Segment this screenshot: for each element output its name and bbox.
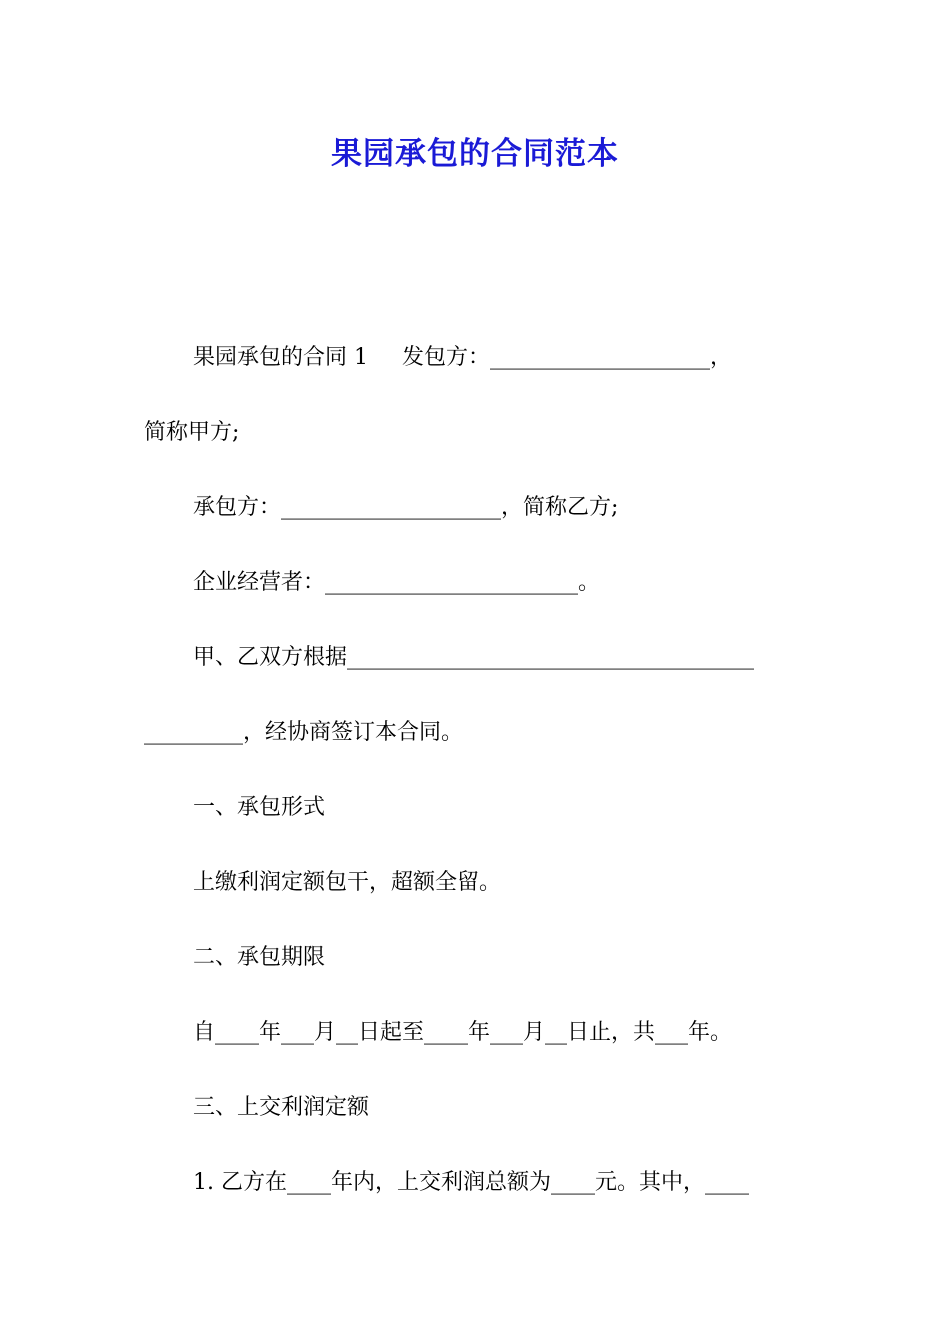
- section-heading-profit: 三、上交利润定额: [193, 1095, 370, 1120]
- paragraph-contractor: 承包方：____________________，简称乙方;: [193, 495, 619, 520]
- section-heading-term: 二、承包期限: [193, 945, 326, 970]
- issuer-field: 发包方：____________________，: [402, 345, 733, 370]
- paragraph-party-a-abbrev: 简称甲方;: [144, 420, 240, 445]
- paragraph-contract-header: [193, 343, 732, 373]
- section-heading-form: 一、承包形式: [193, 795, 326, 820]
- paragraph-term-body: 自____年___月__日起至____年___月__日止，共___年。: [193, 1020, 733, 1045]
- paragraph-operator: 企业经营者：_______________________。: [193, 570, 601, 595]
- contract-number-label: 果园承包的合同 1: [193, 345, 368, 370]
- paragraph-profit-item-1: 1. 乙方在____年内，上交利润总额为____元。其中，____: [193, 1170, 749, 1195]
- paragraph-basis: 甲、乙双方根据_____________________________________: [193, 645, 755, 670]
- paragraph-basis-continued: _________，经协商签订本合同。: [144, 720, 464, 745]
- paragraph-form-body: 上缴利润定额包干，超额全留。: [193, 870, 502, 895]
- document-title: 果园承包的合同范本: [331, 136, 619, 172]
